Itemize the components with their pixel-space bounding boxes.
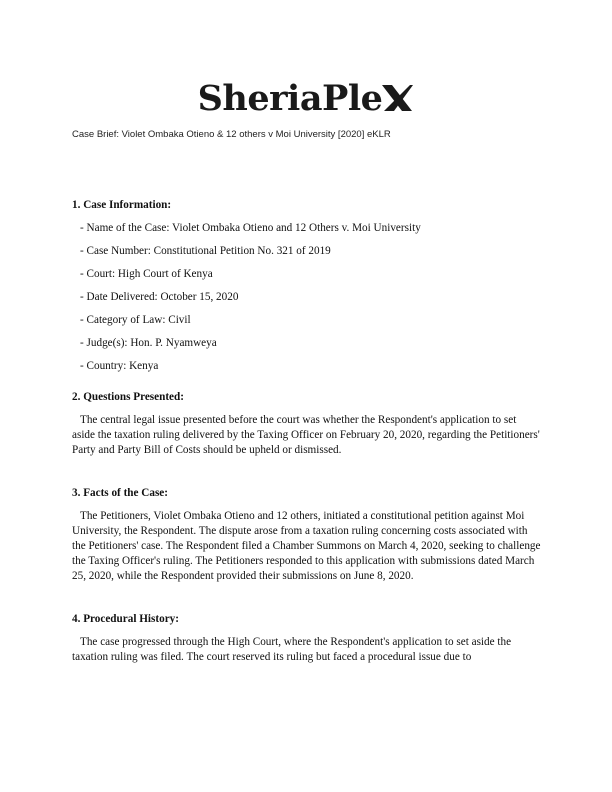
case-brief-title: Case Brief: Violet Ombaka Otieno & 12 others v Moi University [2020] eKLR [72,129,391,140]
case-info-country: - Country: Kenya [80,360,159,372]
case-info-list [72,221,542,374]
case-info-name: - Name of the Case: Violet Ombaka Otieno and 12 Others v. Moi University [80,222,421,234]
document-body [72,198,542,665]
logo-wordmark: SheriaPle [197,78,383,119]
section-facts [72,486,542,584]
case-info-court: - Court: High Court of Kenya [80,268,213,280]
section-paragraph: The Petitioners, Violet Ombaka Otieno and 12 others, initiated a constitutional petition against Moi University, the Respondent. The dispute arose from a taxation ruling concerning costs associated with the Petitioners' case. The Respondent filed a Chamber Summons on March 4, 2020, seeking to challenge the Taxing Officer's ruling. The Petitioners responded to this application with submissions dated March 25, 2020, while the Respondent provided their submissions on June 8, 2020. [72,510,541,582]
section-heading: 3. Facts of the Case: [72,487,169,499]
section-heading: 2. Questions Presented: [72,391,184,403]
sheriaplex-logo [0,74,612,124]
case-info-number: - Case Number: Constitutional Petition No. 321 of 2019 [80,245,331,257]
section-heading: 1. Case Information: [72,199,172,211]
case-info-date: - Date Delivered: October 15, 2020 [80,291,239,303]
section-paragraph: The case progressed through the High Court, where the Respondent's application to set aside the taxation ruling was filed. The court reserved its ruling but faced a procedural issue due to [72,636,512,663]
section-paragraph: The central legal issue presented before the court was whether the Respondent's application to set aside the taxation ruling delivered by the Taxing Officer on February 20, 2020, regarding the Petitioners' Party and Party Bill of Costs should be upheld or dismissed. [72,414,540,456]
section-case-information [72,198,542,374]
section-procedural-history [72,612,542,665]
case-info-category: - Category of Law: Civil [80,314,191,326]
section-heading: 4. Procedural History: [72,613,179,625]
logo-x-mark-icon [380,83,414,113]
section-questions-presented [72,390,542,458]
case-info-judge: - Judge(s): Hon. P. Nyamweya [80,337,217,349]
